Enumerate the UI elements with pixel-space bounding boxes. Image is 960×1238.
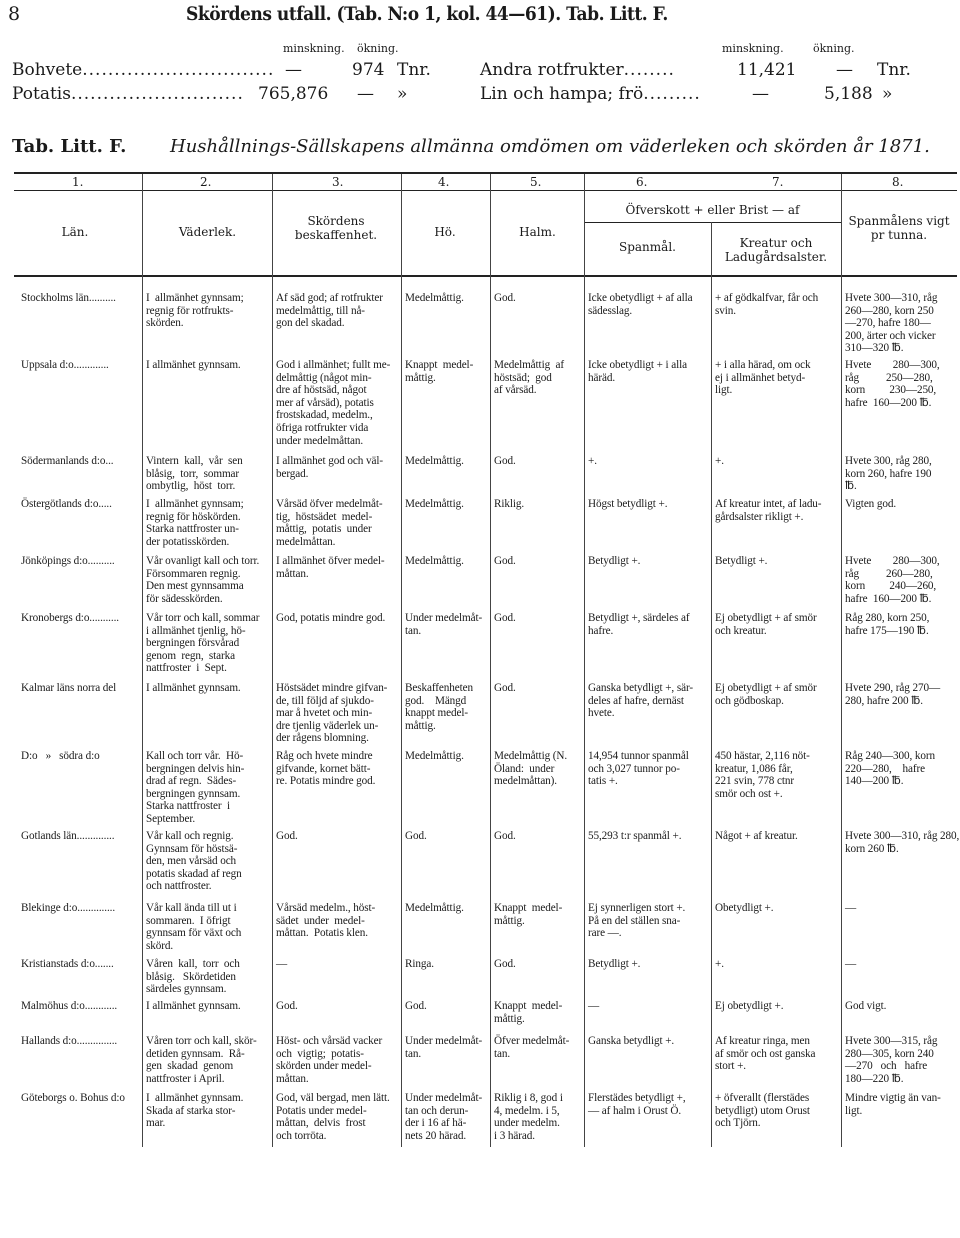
col-number: 5. <box>530 175 542 189</box>
cell-skordens: — <box>276 958 288 970</box>
cell-vigt: Vigten god. <box>845 498 897 510</box>
cell-kreatur: Af kreatur intet, af ladu- gårdsalster rikligt +. <box>715 498 822 523</box>
cell-halm: God. <box>494 292 516 304</box>
overview-plus-right: 5,188 <box>824 84 873 104</box>
cell-skordens: God, väl bergad, men lätt. Potatis under medel- måttan, delvis frost och torröta. <box>276 1092 390 1142</box>
cell-spanmal: Högst betydligt +. <box>588 498 668 510</box>
cell-spanmal: 55,293 t:r spanmål +. <box>588 830 682 842</box>
cell-halm: Medelmåttig (N. Öland: under medelmåttan). <box>494 750 568 788</box>
cell-vigt: Råg 240—300, korn 220—280, hafre 140—200 ℔. <box>845 750 935 788</box>
cell-kreatur: 450 hästar, 2,116 nöt- kreatur, 1,086 får, 221 svin, 778 ctnr smör och ost +. <box>715 750 810 800</box>
overview-minskning-left: minskning. <box>283 42 345 55</box>
overview-okning-right: ökning. <box>813 42 855 55</box>
cell-vigt: Hvete 300, råg 280, korn 260, hafre 190 ℔. <box>845 455 932 493</box>
cell-lan: Malmöhus d:o............ <box>21 1000 118 1012</box>
header-halm: Halm. <box>519 225 556 239</box>
col-divider <box>272 174 273 1147</box>
cell-vaderlek: Våren kall, torr och blåsig. Skördetiden särdeles gynnsam. <box>146 958 240 996</box>
cell-vaderlek: I allmänhet gynnsam. <box>146 1000 241 1012</box>
overview-crop-left: Potatis........................... <box>12 84 244 104</box>
overview-minus-right: 11,421 <box>737 60 797 80</box>
cell-kreatur: Betydligt +. <box>715 555 768 567</box>
cell-vaderlek: Våren torr och kall, skör- detiden gynnsam. Rå- gen skadad genom nattfroster i April. <box>146 1035 257 1085</box>
cell-halm: Medelmåttig af höstsäd; god af vårsäd. <box>494 359 564 397</box>
header-number-rule <box>14 190 957 191</box>
overview-crop-right: Lin och hampa; frö......... <box>480 84 701 104</box>
cell-vigt: Mindre vigtig än van- ligt. <box>845 1092 941 1117</box>
cell-vaderlek: Vår kall ända till ut i sommaren. I öfrigt gynnsam för växt och skörd. <box>146 902 242 952</box>
header-vaderlek: Väderlek. <box>178 225 237 239</box>
cell-lan: Jönköpings d:o.......... <box>21 555 115 567</box>
cell-vaderlek: Vår torr och kall, sommar i allmänhet tjenlig, hö- bergningen försvårad genom regn, starka nattfroster i Sept. <box>146 612 260 675</box>
cell-kreatur: + i alla härad, om ock ej i allmänhet betyd- ligt. <box>715 359 811 397</box>
header-ho: Hö. <box>434 225 456 239</box>
table-title: Hushållnings-Sällskapens allmänna omdömen om väderleken och skörden år 1871. <box>170 136 930 157</box>
cell-skordens: Råg och hvete mindre gifvande, kornet bätt- re. Potatis mindre god. <box>276 750 376 788</box>
cell-spanmal: — <box>588 1000 600 1012</box>
overview-plus-left: — <box>357 84 374 104</box>
cell-vigt: — <box>845 902 857 914</box>
cell-skordens: Vårsäd öfver medelmåt- tig, höstsädet medel- måttig, potatis under medelmåttan. <box>276 498 383 548</box>
cell-halm: God. <box>494 612 516 624</box>
cell-halm: Öfver medelmåt- tan. <box>494 1035 570 1060</box>
cell-vigt: Hvete 280—300, råg 250—280, korn 230—250, hafre 160—200 ℔. <box>845 359 940 409</box>
cell-ho: Under medelmåt- tan. <box>405 612 483 637</box>
cell-kreatur: + af gödkalfvar, får och svin. <box>715 292 819 317</box>
cell-lan: Gotlands län.............. <box>21 830 115 842</box>
table-label: Tab. Litt. F. <box>12 136 127 157</box>
cell-kreatur: +. <box>715 455 724 467</box>
header-kreatur: Kreatur och Ladugårdsalster. <box>724 236 828 264</box>
cell-ho: Medelmåttig. <box>405 292 464 304</box>
cell-lan: Blekinge d:o.............. <box>21 902 116 914</box>
cell-spanmal: Ganska betydligt +, sär- deles af hafre, dernäst hvete. <box>588 682 693 720</box>
cell-kreatur: Något + af kreatur. <box>715 830 798 842</box>
cell-spanmal: Ej synnerligen stort +. På en del ställen sna- rare —. <box>588 902 686 940</box>
cell-spanmal: Icke obetydligt + af alla sädesslag. <box>588 292 693 317</box>
overview-unit-left: Tnr. <box>397 60 431 80</box>
cell-vigt: Hvete 290, råg 270— 280, hafre 200 ℔. <box>845 682 941 707</box>
cell-ho: Medelmåttig. <box>405 498 464 510</box>
cell-spanmal: Flerstädes betydligt +, — af halm i Orust Ö. <box>588 1092 686 1117</box>
cell-ho: Medelmåttig. <box>405 455 464 467</box>
cell-spanmal: Betydligt +. <box>588 958 641 970</box>
cell-skordens: I allmänhet god och väl- bergad. <box>276 455 383 480</box>
cell-ho: Under medelmåt- tan. <box>405 1035 483 1060</box>
cell-lan: Kronobergs d:o........... <box>21 612 119 624</box>
col-divider <box>584 174 585 1147</box>
cell-kreatur: Ej obetydligt +. <box>715 1000 784 1012</box>
cell-lan: Hallands d:o............... <box>21 1035 118 1047</box>
cell-ho: Ringa. <box>405 958 434 970</box>
cell-vaderlek: Vår ovanligt kall och torr. Försommaren regnig. Den mest gynnsamma för sädesskörden. <box>146 555 260 605</box>
overview-minskning-right: minskning. <box>722 42 784 55</box>
running-head: Skördens utfall. (Tab. N:o 1, kol. 44—61). Tab. Litt. F. <box>186 3 668 25</box>
cell-halm: God. <box>494 682 516 694</box>
cell-vigt: Hvete 280—300, råg 260—280, korn 240—260, hafre 160—200 ℔. <box>845 555 940 605</box>
cell-lan: Östergötlands d:o..... <box>21 498 112 510</box>
col-number: 6. <box>636 175 648 189</box>
cell-ho: Beskaffenheten god. Mängd knappt medel- måttig. <box>405 682 473 732</box>
cell-skordens: Vårsäd medelm., höst- sädet under medel- måttan. Potatis klen. <box>276 902 376 940</box>
cell-skordens: Höst- och vårsäd vacker och vigtig; potatis- skörden under medel- måttan. <box>276 1035 383 1085</box>
cell-kreatur: Ej obetydligt + af smör och gödboskap. <box>715 682 817 707</box>
cell-vaderlek: I allmänhet gynnsam. <box>146 359 241 371</box>
cell-kreatur: + öfverallt (flerstädes betydligt) utom Orust och Tjörn. <box>715 1092 810 1130</box>
header-skordens-beskaffenhet: Skördens beskaffenhet. <box>294 214 378 242</box>
cell-vigt: Hvete 300—315, råg 280—305, korn 240 —270 och hafre 180—220 ℔. <box>845 1035 938 1085</box>
overview-unit-left: » <box>397 84 408 104</box>
col-number: 3. <box>332 175 344 189</box>
overview-unit-right: Tnr. <box>877 60 911 80</box>
cell-lan: Göteborgs o. Bohus d:o <box>21 1092 125 1104</box>
cell-skordens: Af säd god; af rotfrukter medelmåttig, till nå- gon del skadad. <box>276 292 383 330</box>
cell-vigt: Hvete 300—310, råg 260—280, korn 250 —270, hafre 180— 200, ärter och vicker 310—320 ℔. <box>845 292 938 355</box>
cell-skordens: God, potatis mindre god. <box>276 612 386 624</box>
overview-minus-left: 765,876 <box>258 84 329 104</box>
cell-halm: Riklig. <box>494 498 525 510</box>
header-spanmal: Spanmål. <box>619 240 676 254</box>
cell-lan: Uppsala d:o............. <box>21 359 109 371</box>
header-spanmalens-vigt: Spanmålens vigt pr tunna. <box>848 214 950 242</box>
cell-ho: Under medelmåt- tan och derun- der i 16 af hä- nets 20 härad. <box>405 1092 483 1142</box>
header-ofverskott: Öfverskott + eller Brist — af <box>625 203 800 217</box>
overview-unit-right: » <box>882 84 893 104</box>
overview-plus-left: 974 <box>352 60 385 80</box>
cell-lan: Stockholms län.......... <box>21 292 116 304</box>
overview-minus-left: — <box>285 60 302 80</box>
cell-ho: God. <box>405 1000 427 1012</box>
cell-spanmal: Ganska betydligt +. <box>588 1035 675 1047</box>
col-divider <box>142 174 143 1147</box>
cell-spanmal: 14,954 tunnor spanmål och 3,027 tunnor po- tatis +. <box>588 750 689 788</box>
col-number: 2. <box>200 175 212 189</box>
cell-ho: God. <box>405 830 427 842</box>
header-lan: Län. <box>61 225 89 239</box>
page-number: 8 <box>8 3 21 25</box>
col-number: 8. <box>892 175 904 189</box>
cell-ho: Medelmåttig. <box>405 555 464 567</box>
cell-vaderlek: Kall och torr vår. Hö- bergningen delvis hin- drad af regn. Sädes- bergningen gynnsam. Starka nattfroster i September. <box>146 750 245 825</box>
cell-vaderlek: I allmänhet gynnsam; regnig för rotfrukts- skörden. <box>146 292 244 330</box>
overview-okning-left: ökning. <box>357 42 399 55</box>
col-divider <box>401 174 402 1147</box>
cell-skordens: I allmänhet öfver medel- måttan. <box>276 555 385 580</box>
cell-halm: Knappt medel- måttig. <box>494 1000 563 1025</box>
cell-vaderlek: I allmänhet gynnsam; regnig för höskörden. Starka nattfroster un- der potatisskörden. <box>146 498 244 548</box>
header-sub-rule <box>584 222 841 223</box>
col-number: 1. <box>72 175 84 189</box>
cell-skordens: Höstsädet mindre gifvan- de, till följd af sjukdo- mar å hvetet och min- dre tjenlig väderlek un- der rågens blomning. <box>276 682 388 745</box>
cell-ho: Medelmåttig. <box>405 902 464 914</box>
cell-kreatur: Ej obetydligt + af smör och kreatur. <box>715 612 817 637</box>
cell-vaderlek: I allmänhet gynnsam. Skada af starka stor- mar. <box>146 1092 244 1130</box>
cell-halm: God. <box>494 958 516 970</box>
cell-kreatur: Obetydligt +. <box>715 902 774 914</box>
overview-plus-right: — <box>836 60 853 80</box>
cell-lan: Södermanlands d:o... <box>21 455 114 467</box>
table-top-rule <box>14 172 957 174</box>
overview-minus-right: — <box>752 84 769 104</box>
overview-crop-right: Andra rotfrukter........ <box>480 60 675 80</box>
cell-halm: Riklig i 8, god i 4, medelm. i 5, under medelm. i 3 härad. <box>494 1092 563 1142</box>
col-divider <box>711 222 712 1147</box>
cell-lan: D:o » södra d:o <box>21 750 100 762</box>
cell-skordens: God i allmänhet; fullt me- delmåttig (något min- dre af höstsäd, något mer af vårsäd), potatis frostskadad, medelm., öfriga rotfrukter vida under medelmåttan. <box>276 359 391 447</box>
cell-vigt: Hvete 300—310, råg 280, korn 260 ℔. <box>845 830 960 855</box>
cell-vaderlek: I allmänhet gynnsam. <box>146 682 241 694</box>
cell-vigt: Råg 280, korn 250, hafre 175—190 ℔. <box>845 612 930 637</box>
cell-vaderlek: Vintern kall, vår sen blåsig, torr, sommar ombytlig, höst torr. <box>146 455 243 493</box>
cell-vaderlek: Vår kall och regnig. Gynnsam för höstsä- den, men vårsäd och potatis skadad af regn och nattfroster. <box>146 830 242 893</box>
cell-skordens: God. <box>276 1000 298 1012</box>
cell-halm: God. <box>494 455 516 467</box>
cell-spanmal: +. <box>588 455 597 467</box>
col-number: 7. <box>772 175 784 189</box>
col-divider <box>490 174 491 1147</box>
cell-kreatur: Af kreatur ringa, men af smör och ost ganska stort +. <box>715 1035 816 1073</box>
cell-ho: Medelmåttig. <box>405 750 464 762</box>
cell-ho: Knappt medel- måttig. <box>405 359 474 384</box>
cell-halm: God. <box>494 830 516 842</box>
cell-kreatur: +. <box>715 958 724 970</box>
col-divider <box>841 174 842 1147</box>
cell-vigt: — <box>845 958 857 970</box>
header-bottom-rule <box>14 275 957 277</box>
cell-lan: Kalmar läns norra del <box>21 682 117 694</box>
cell-spanmal: Betydligt +. <box>588 555 641 567</box>
cell-halm: God. <box>494 555 516 567</box>
cell-vigt: God vigt. <box>845 1000 887 1012</box>
cell-spanmal: Betydligt +, särdeles af hafre. <box>588 612 690 637</box>
col-number: 4. <box>438 175 450 189</box>
cell-skordens: God. <box>276 830 298 842</box>
cell-spanmal: Icke obetydligt + i alla häräd. <box>588 359 687 384</box>
cell-halm: Knappt medel- måttig. <box>494 902 563 927</box>
overview-crop-left: Bohvete.............................. <box>12 60 275 80</box>
cell-lan: Kristianstads d:o....... <box>21 958 114 970</box>
